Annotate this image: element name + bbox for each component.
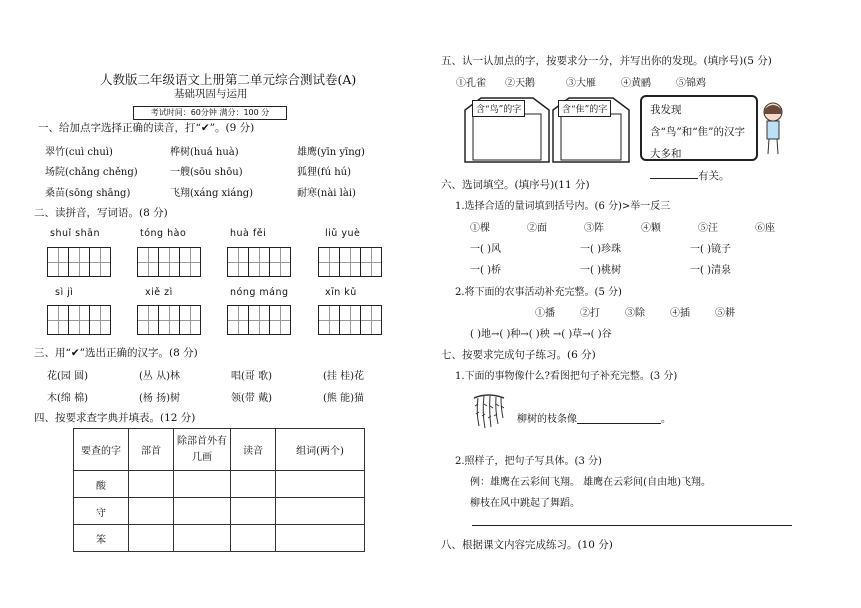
table-cell-char: 笨 [74,525,129,552]
answer-blank[interactable] [577,423,661,424]
pinyin-label: huà fěi [230,228,267,239]
table-cell[interactable] [231,471,276,498]
table-cell[interactable] [129,525,174,552]
fill-blank[interactable]: 一( )风 [470,244,501,255]
table-cell[interactable] [129,471,174,498]
q6-heading: 六、选词填空。(填序号)(11 分) [441,179,590,191]
q3-item[interactable]: (熊 能)猫 [323,393,364,404]
q3-item[interactable]: (杨 扬)树 [139,393,180,404]
farming-option: ⑤耕 [715,308,735,319]
q6-part1: 1.选择合适的量词填到括号内。(6 分)>举一反三 [455,201,671,212]
writing-grid[interactable] [137,247,201,277]
q8-heading: 八、根据课文内容完成练习。(10 分) [441,539,613,551]
q5-option: ①孔雀 [456,78,486,89]
bubble-text-end: 有关。 [698,170,730,182]
fill-blank[interactable]: 一( )桥 [470,265,501,276]
measure-word-option: ①棵 [470,223,490,234]
table-cell[interactable] [174,525,231,552]
willow-icon [470,390,508,430]
q1-item: 桑苗(sōng shāng) [45,188,131,199]
q5-option: ③大雁 [566,78,596,89]
page-subtitle: 基础巩固与运用 [174,88,248,100]
sentence-end: 。 [661,414,671,425]
farming-chain[interactable]: ( )地→( )种→( )秧 →( )草→( )谷 [470,329,612,340]
answer-blank[interactable] [650,178,698,179]
q1-item: 飞翔(xáng xiáng) [170,188,254,199]
q1-item: 桦树(huá huà) [170,147,239,158]
pinyin-label: xiě zì [145,287,173,298]
q1-item: 雄鹰(yīn yīng) [297,147,365,158]
table-cell[interactable] [276,525,365,552]
q6-part2: 2.将下面的农事活动补充完整。(5 分) [455,287,622,298]
pinyin-label: liǔ yuè [325,228,361,239]
farming-option: ④插 [670,308,690,319]
fill-blank[interactable]: 一( )清泉 [690,265,731,276]
table-header: 读音 [231,429,276,471]
table-cell[interactable] [129,498,174,525]
table-cell[interactable] [174,498,231,525]
pinyin-label: xīn kǔ [325,287,357,298]
q7-heading: 七、按要求完成句子练习。(6 分) [441,349,596,361]
exam-info: 考试时间：60分钟 满分：100 分 [133,106,287,120]
q7-sentence2: 柳枝在风中跳起了舞蹈。 [470,498,580,509]
table-cell[interactable] [231,525,276,552]
table-cell-char: 守 [74,498,129,525]
q1-item: 翠竹(cuì chuì) [45,147,113,158]
q5-option: ④黄鹂 [621,78,651,89]
q3-item[interactable]: (丛 从)林 [139,371,180,382]
table-header: 要查的字 [74,429,129,471]
writing-grid[interactable] [137,305,201,335]
q5-option: ②天鹅 [505,78,535,89]
q5-option: ⑤锦鸡 [676,78,706,89]
q7-part1: 1.下面的事物像什么?看图把句子补充完整。(3 分) [455,371,678,382]
q3-item[interactable]: (挂 桂)花 [323,371,364,382]
speech-bubble [640,95,758,182]
q3-heading: 三、用“✔”选出正确的汉字。(8 分) [34,347,198,359]
q3-item[interactable]: 领(带 戴) [231,393,272,404]
fill-blank[interactable]: 一( )桃树 [580,265,621,276]
measure-word-option: ⑥座 [755,223,775,234]
table-header: 组词(两个) [276,429,365,471]
table-header: 部首 [129,429,174,471]
q5-heading: 五、认一认加点的字，按要求分一分，并写出你的发现。(填序号)(5 分) [441,55,772,67]
pinyin-label: sì jì [55,287,74,298]
measure-word-option: ⑤汪 [698,223,718,234]
girl-illustration-icon [758,100,788,158]
q7-part2: 2.照样子，把句子写具体。(3 分) [455,456,602,467]
writing-grid[interactable] [318,247,382,277]
sentence-text: 柳树的枝条像 [517,414,577,425]
answer-line[interactable] [472,525,792,526]
q4-heading: 四、按要求查字典并填表。(12 分) [34,412,196,424]
writing-grid[interactable] [47,305,111,335]
q1-item: 一艘(sōu shōu) [170,167,243,178]
fill-blank[interactable]: 一( )镜子 [690,244,731,255]
q1-item: 场院(chǎng chěng) [45,167,138,178]
measure-word-option: ③阵 [584,223,604,234]
house-sign: 含“隹”的字 [558,100,611,117]
table-cell-char: 酸 [74,471,129,498]
fill-blank[interactable]: 一( )珍珠 [580,244,621,255]
table-cell[interactable] [174,471,231,498]
pinyin-label: tóng hào [140,228,187,239]
writing-grid[interactable] [47,247,111,277]
farming-option: ①播 [535,308,555,319]
pinyin-label: shuǐ shān [50,228,100,239]
q3-item[interactable]: 唱(哥 歌) [231,371,272,382]
writing-grid[interactable] [227,305,291,335]
q3-item[interactable]: 花(园 圆) [47,371,88,382]
q7-example: 例：雄鹰在云彩间飞翔。 雄鹰在云彩间(自由地)飞翔。 [470,477,711,488]
q1-item: 耐寒(nài lài) [297,188,356,199]
measure-word-option: ④颗 [641,223,661,234]
farming-option: ②打 [580,308,600,319]
table-cell[interactable] [276,498,365,525]
page-title: 人教版二年级语文上册第二单元综合测试卷(A) [100,72,357,87]
writing-grid[interactable] [318,305,382,335]
dictionary-table [73,428,365,552]
q7-sentence1 [517,410,671,425]
house-sign: 含“鸟”的字 [472,100,525,117]
table-cell[interactable] [276,471,365,498]
table-cell[interactable] [231,498,276,525]
q2-heading: 二、读拼音，写词语。(8 分) [34,207,168,219]
q1-item: 狐狸(fú hú) [297,167,352,178]
table-header: 除部首外有几画 [174,429,231,471]
farming-option: ③除 [625,308,645,319]
q1-heading: 一、给加点字选择正确的读音，打“✔”。(9 分) [38,122,255,134]
bubble-text: 我发现含“鸟”和“隹”的汉字大多和 [650,104,745,160]
q3-item[interactable]: 木(绵 棉) [47,393,88,404]
measure-word-option: ②面 [527,223,547,234]
writing-grid[interactable] [227,247,291,277]
pinyin-label: nóng máng [230,287,289,298]
